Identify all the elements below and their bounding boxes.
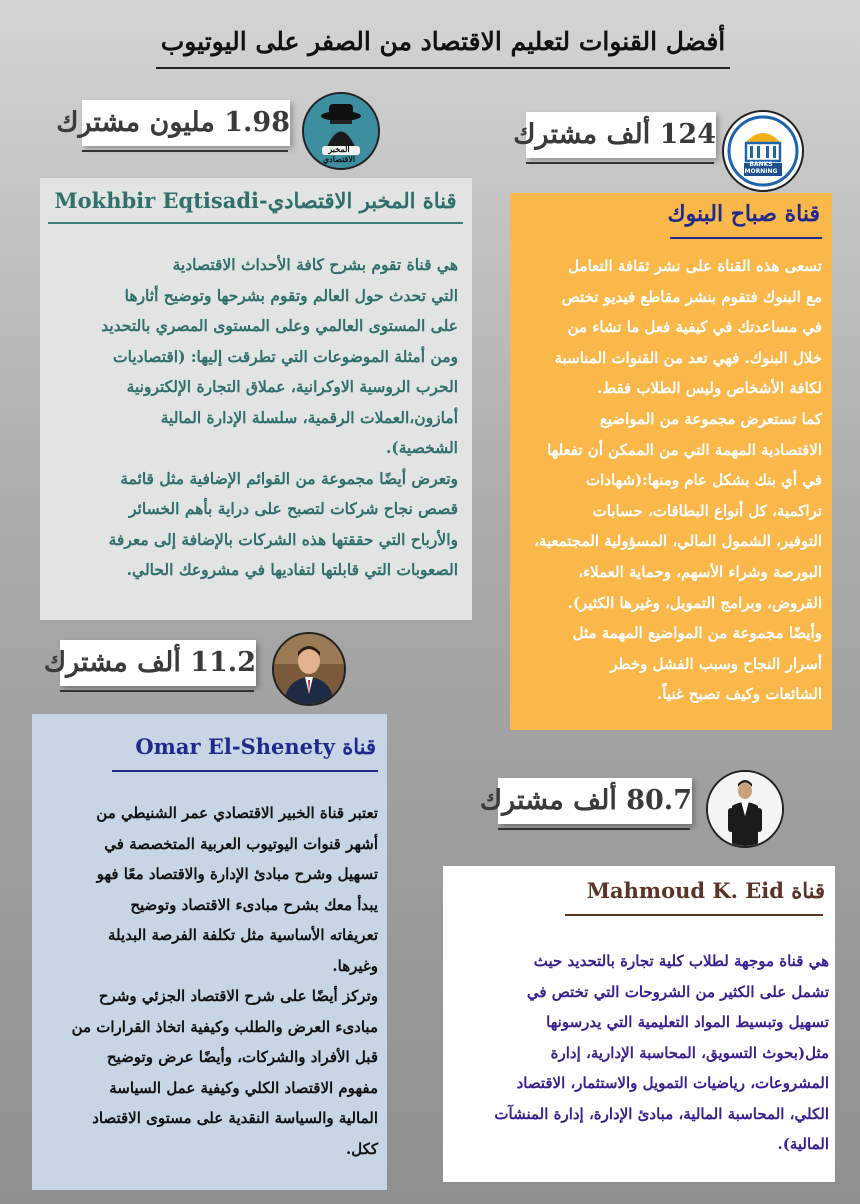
mahmoud-card — [443, 866, 835, 1182]
omar-card-title-name: Omar El-Shenety — [135, 734, 335, 759]
omar-avatar-icon — [272, 632, 346, 706]
omar-subscribers: 11.2 ألف مشترك — [60, 640, 256, 686]
page-title: أفضل القنوات لتعليم الاقتصاد من الصفر على اليوتيوب — [160, 27, 726, 56]
omar-card — [32, 714, 387, 1190]
mahmoud-card-title — [563, 878, 825, 903]
mokhbir-card-body: هي قناة تقوم بشرح كافة الأحداث الاقتصادية التي تحدث حول العالم وتقوم بشرحها وتوضيح أثارها على المستوى العالمي وعلى المستوى المصري بالتحديد ومن أمثلة الموضوعات التي تطرقت إليها: (اقتصاديات الحرب الروسية الاوكرانية، عملاق التجارة الإلكترونية أمازون،العملات الرقمية، سلسلة الإدارة المالية الشخصية). وتعرض أيضًا مجموعة من القوائم الإضافية مثل قائمة قصص نجاح شركات لتصبح على دراية بأهم الخسائر والأرباح التي حققتها هذه الشركات بالإضافة إلى معرفة الصعوبات التي قابلتها لتفاديها في مشروعك الحالي. — [101, 255, 458, 579]
mahmoud-card-title-underline — [565, 914, 823, 916]
banks-card-title: قناة صباح البنوك — [667, 201, 820, 227]
title-underline — [156, 67, 730, 69]
banks-card-title-underline — [670, 237, 822, 239]
omar-card-body: تعتبر قناة الخبير الاقتصادي عمر الشنيطي من أشهر قنوات اليوتيوب العربية المتخصصة في تسهيل وشرح مبادئ الإدارة والاقتصاد معًا فهو يبدأ معك بشرح مبادىء الاقتصاد وتوضيح تعريفاته الأساسية مثل تكلفة الفرصة البديلة وغيرها. وتركز أيضًا على شرح الاقتصاد الجزئي وشرح مبادىء العرض والطلب وكيفية اتخاذ القرارات من قبل الأفراد والشركات، وأيضًا عرض وتوضيح مفهوم الاقتصاد الكلي وكيفية عمل السياسة المالية والسياسة النقدية على مستوى الاقتصاد ككل. — [71, 804, 378, 1158]
mahmoud-avatar-icon — [706, 770, 784, 848]
mahmoud-card-title-prefix: قناة — [791, 878, 825, 903]
mokhbir-card — [40, 178, 472, 620]
banks-subscribers-underline — [526, 162, 714, 164]
mokhbir-card-title: قناة المخبر الاقتصادي-Mokhbir Eqtisadi — [54, 188, 457, 213]
banks-subscribers: 124 ألف مشترك — [526, 112, 716, 158]
mokhbir-card-title-underline — [48, 222, 463, 224]
banks-morning-logo-icon — [722, 110, 804, 192]
banks-card-body: تسعى هذه القناة على نشر ثقافة التعامل مع البنوك فتقوم بنشر مقاطع فيديو تختص في مساعدتك في كيفية فعل ما تشاء من خلال البنوك. فهي تعد من القنوات المناسبة لكافة الأشخاص وليس الطلاب فقط. كما تستعرض مجموعة من المواضيع الاقتصادية المهمة التي من الممكن أن تفعلها في أي بنك بشكل عام ومنها:(شهادات تراكمية، كل أنواع البطاقات، حسابات التوفير، الشمول المالي، المسؤولية المجتمعية، البورصة وشراء الأسهم، وحماية العملاء، القروض، وبرامج التمويل، وغيرها الكثير). وأيضًا مجموعة من المواضيع المهمة مثل أسرار النجاح وسبب الفشل وخطر الشائعات وكيف تصبح غنياً. — [534, 257, 822, 704]
omar-card-title — [114, 734, 376, 759]
mokhbir-subscribers: 1.98 مليون مشترك — [82, 100, 290, 146]
banks-card — [510, 193, 832, 730]
omar-card-title-prefix: قناة — [342, 734, 376, 759]
mokhbir-subscribers-underline — [82, 150, 288, 152]
omar-subscribers-underline — [60, 690, 254, 692]
mokhbir-logo-text: المخبر الاقتصادي — [322, 144, 356, 164]
mahmoud-subscribers-underline — [498, 828, 690, 830]
mahmoud-subscribers: 80.7 ألف مشترك — [498, 778, 692, 824]
banks-logo-sub: BANKS MORNING — [744, 161, 778, 175]
mahmoud-card-body: هي قناة موجهة لطلاب كلية تجارة بالتحديد حيث تشمل على الكثير من الشروحات التي تختص في تسهيل وتبسيط المواد التعليمية التي يدرسونها مثل(بحوث التسويق، المحاسبة الإدارية، إدارة المشروعات، رياضيات التمويل والاستثمار، الاقتصاد الكلي، المحاسبة المالية، مبادئ الإدارة، إدارة المنشآت المالية). — [494, 952, 829, 1153]
mahmoud-card-title-name: Mahmoud K. Eid — [586, 878, 784, 903]
omar-card-title-underline — [112, 770, 378, 772]
